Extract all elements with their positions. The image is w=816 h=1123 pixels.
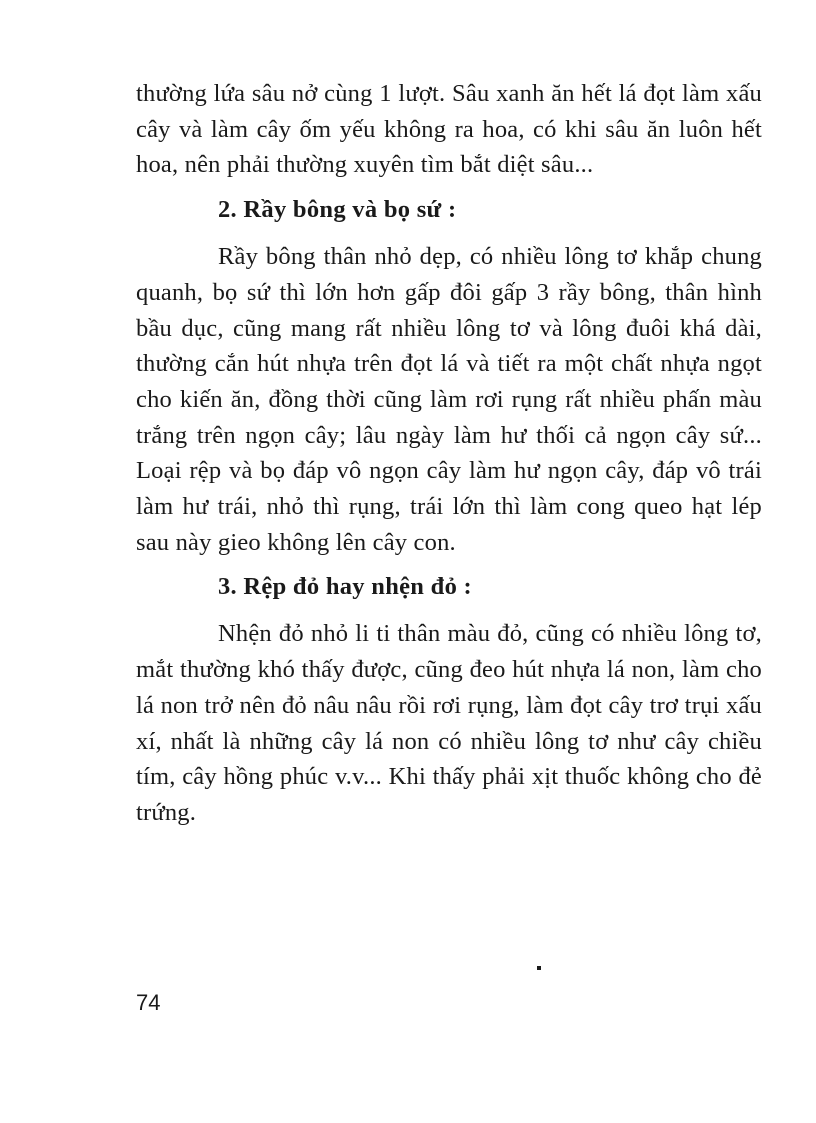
page-number: 74: [136, 990, 161, 1015]
text-column: [136, 76, 762, 831]
paragraph-rep-do: Nhện đỏ nhỏ li ti thân màu đỏ, cũng có nhiều lông tơ, mắt thường khó thấy được, cũng đeo hút nhựa lá non, làm cho lá non trở nên đỏ nâu nâu rồi rơi rụng, làm đọt cây trơ trụi xấu xí, nhất là những cây lá non có nhiều lông tơ như cây chiều tím, cây hồng phúc v.v... Khi thấy phải xịt thuốc không cho đẻ trứng.: [136, 620, 762, 826]
section-heading-ray-bong: 2. Rầy bông và bọ sứ :: [218, 196, 457, 224]
scan-speck: [537, 966, 541, 970]
paragraph-intro: thường lứa sâu nở cùng 1 lượt. Sâu xanh ăn hết lá đọt làm xấu cây và làm cây ốm yếu không ra hoa, có khi sâu ăn luôn hết hoa, nên phải thường xuyên tìm bắt diệt sâu...: [136, 80, 762, 179]
paragraph-ray-bong: Rầy bông thân nhỏ dẹp, có nhiều lông tơ khắp chung quanh, bọ sứ thì lớn hơn gấp đôi gấp 3 rầy bông, thân hình bầu dục, cũng mang rất nhiều lông tơ và lông đuôi khá dài, thường cắn hút nhựa trên đọt lá và tiết ra một chất nhựa ngọt cho kiến ăn, đồng thời cũng làm rơi rụng rất nhiều phấn màu trắng trên ngọn cây; lâu ngày làm hư thối cả ngọn cây sứ... Loại rệp và bọ đáp vô ngọn cây làm hư ngọn cây, đáp vô trái làm hư trái, nhỏ thì rụng, trái lớn thì làm cong queo hạt lép sau này gieo không lên cây con.: [136, 243, 762, 556]
section-heading-rep-do: 3. Rệp đỏ hay nhện đỏ :: [218, 573, 473, 601]
